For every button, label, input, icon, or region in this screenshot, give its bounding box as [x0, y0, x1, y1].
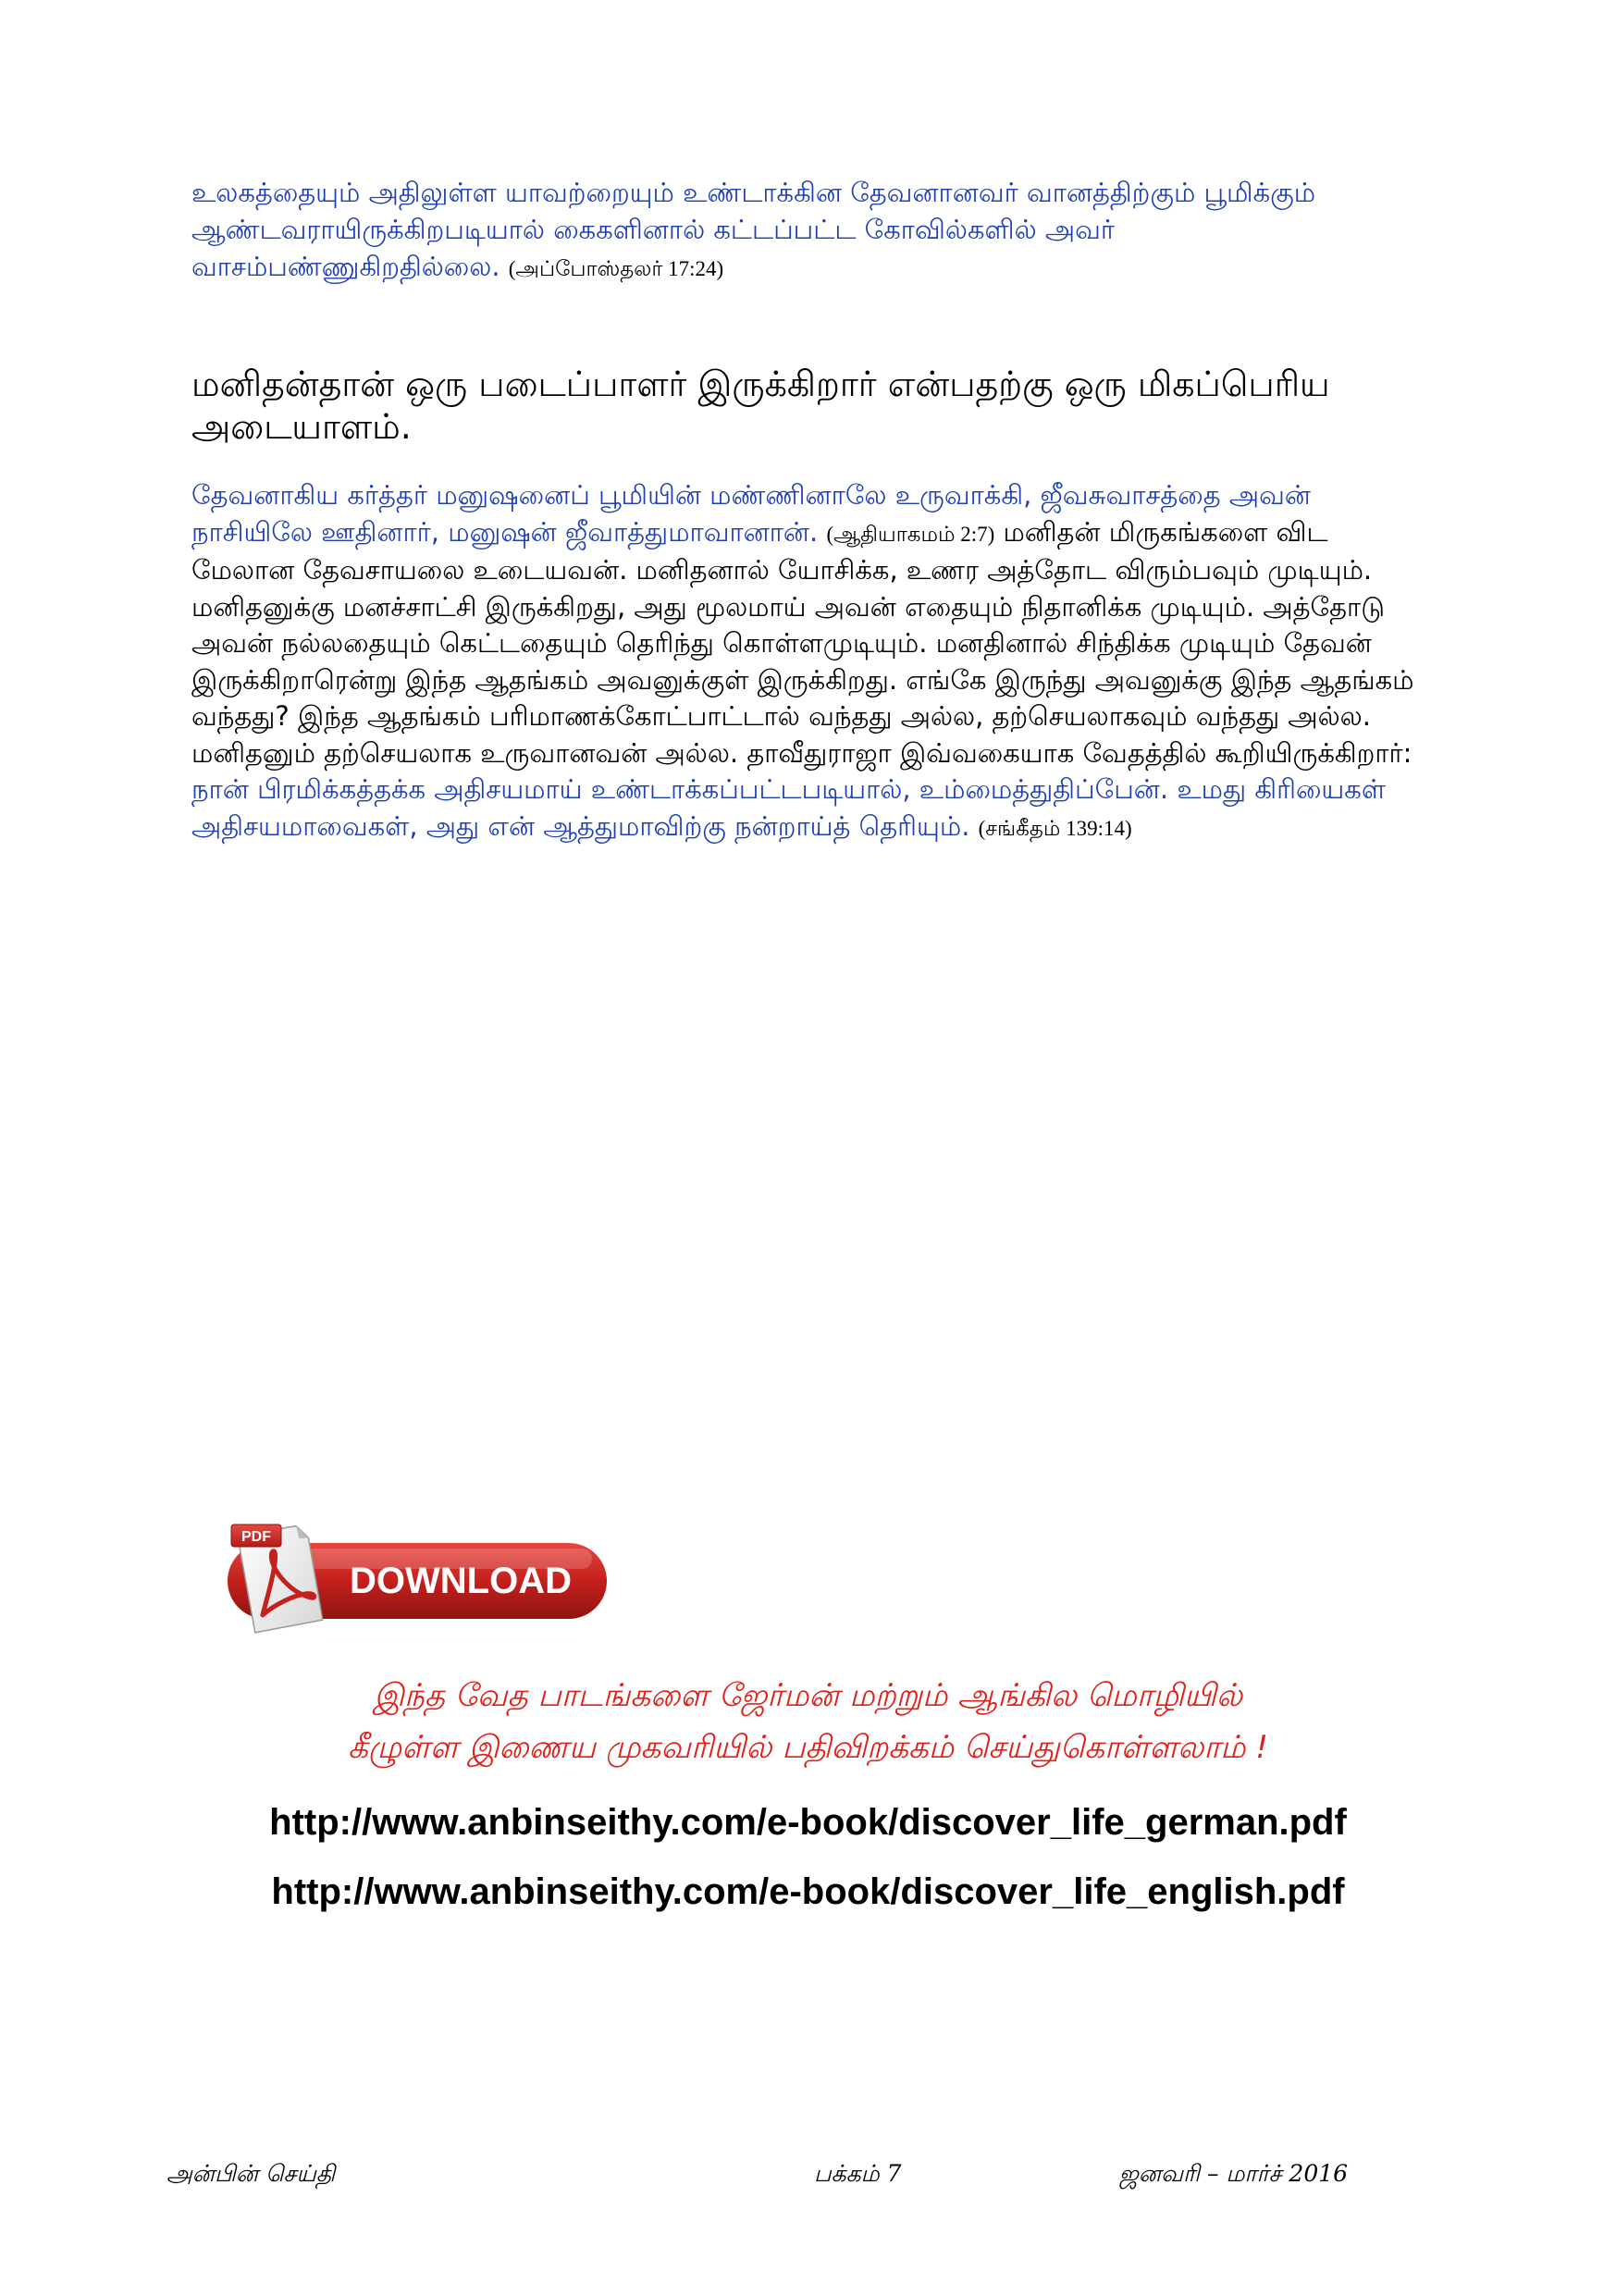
download-note [139, 1670, 1477, 1773]
scripture-reference: (ஆதியாகமம் 2:7) [826, 522, 995, 546]
download-label: DOWNLOAD [350, 1561, 572, 1601]
pdf-download-badge[interactable] [222, 1515, 615, 1636]
german-pdf-link[interactable]: http://www.anbinseithy.com/e-book/discover_life_german.pdf [269, 1802, 1347, 1843]
section-heading: மனிதன்தான் ஒரு படைப்பாளர் இருக்கிறார் என்பதற்கு ஒரு மிகப்பெரிய அடையாளம். [191, 364, 1330, 447]
body-text: மனிதன் மிருகங்களை விட மேலான தேவசாயலை உடையவன். மனிதனால் யோசிக்க, உணர அத்தோட விரும்பவும் முடியும். மனிதனுக்கு மனச்சாட்சி இருக்கிறது, அது மூலமாய் அவன் எதையும் நிதானிக்க முடியும். அத்தோடு அவன் நல்லதையும் கெட்டதையும் தெரிந்து கொள்ளமுடியும். மனதினால் சிந்திக்க முடியும் தேவன் இருக்கிறாரென்று இந்த ஆதங்கம் அவனுக்குள் இருக்கிறது. எங்கே இருந்து அவனுக்கு இந்த ஆதங்கம் வந்தது? இந்த ஆதங்கம் பரிமாணக்கோட்பாட்டால் வந்தது அல்ல, தற்செயலாகவும் வந்தது அல்ல. மனிதனும் தற்செயலாக உருவானவன் அல்ல. தாவீதுராஜா இவ்வகையாக வேதத்தில் கூறியிருக்கிறார்: [191, 515, 1414, 769]
pdf-label: PDF [241, 1529, 271, 1545]
footer-date: ஜனவரி – மார்ச் 2016 [1119, 2160, 1349, 2187]
scripture-quote [191, 174, 1431, 288]
body-paragraph [191, 477, 1431, 846]
adobe-pdf-icon [222, 1515, 615, 1636]
scripture-text: நான் பிரமிக்கத்தக்க அதிசயமாய் உண்டாக்கப்பட்டபடியால், உம்மைத்துதிப்பேன். உமது கிரியைகள் அதிசயமாவைகள், அது என் ஆத்துமாவிற்கு நன்றாய்த் தெரியும். [191, 773, 1387, 842]
english-pdf-link[interactable]: http://www.anbinseithy.com/e-book/discover_life_english.pdf [271, 1871, 1345, 1912]
download-note-line: கீழுள்ள இணைய முகவரியில் பதிவிறக்கம் செய்துகொள்ளலாம் ! [348, 1729, 1268, 1766]
footer-publication: அன்பின் செய்தி [167, 2160, 336, 2187]
scripture-reference: (சங்கீதம் 139:14) [978, 816, 1132, 840]
scripture-reference: (அப்போஸ்தலர் 17:24) [508, 257, 724, 280]
page-footer [167, 2160, 1443, 2197]
scripture-text: உலகத்தையும் அதிலுள்ள யாவற்றையும் உண்டாக்கின தேவனானவர் வானத்திற்கும் பூமிக்கும் ஆண்டவராயிருக்கிறபடியால் கைகளினால் கட்டப்பட்ட கோவில்களில் அவர் வாசம்பண்ணுகிறதில்லை. [191, 177, 1316, 282]
download-note-line: இந்த வேத பாடங்களை ஜேர்மன் மற்றும் ஆங்கில மொழியில் [373, 1677, 1243, 1714]
footer-page-number: பக்கம் 7 [814, 2160, 902, 2187]
scripture-text: தேவனாகிய கர்த்தர் மனுஷனைப் பூமியின் மண்ணினாலே உருவாக்கி, ஜீவசுவாசத்தை அவன் நாசியிலே ஊதினார், மனுஷன் ஜீவாத்துமாவானான். [191, 479, 1311, 548]
